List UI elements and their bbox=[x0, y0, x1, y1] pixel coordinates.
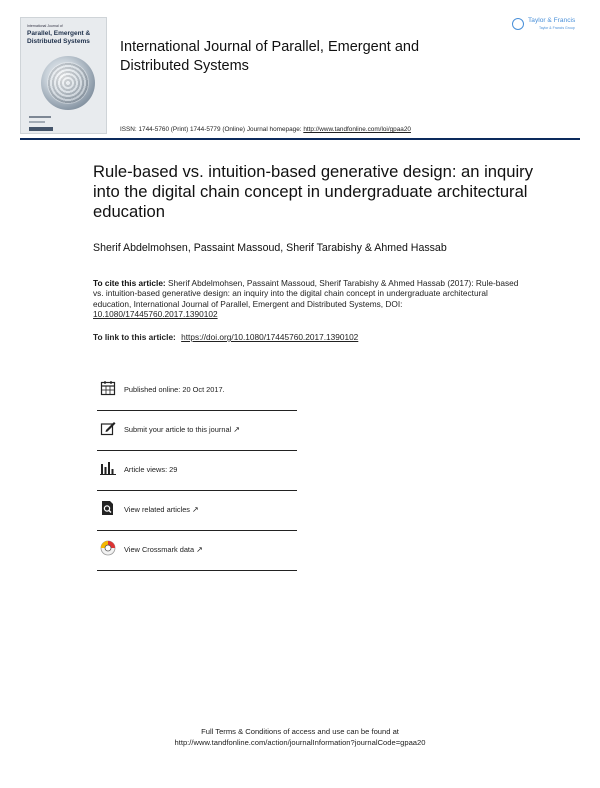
calendar-icon bbox=[100, 380, 116, 396]
journal-title: International Journal of Parallel, Emergent and Distributed Systems bbox=[120, 39, 420, 74]
external-link-icon: ↗ bbox=[233, 425, 240, 434]
article-title: Rule-based vs. intuition-based generative design: an inquiry into the digital chain concept in undergraduate architectural education bbox=[93, 162, 534, 221]
publisher-sub: Taylor & Francis Group bbox=[539, 26, 575, 30]
article-authors: Sherif Abdelmohsen, Passaint Massoud, Sherif Tarabishy & Ahmed Hassab bbox=[93, 242, 447, 254]
citation-doi-link[interactable]: 10.1080/17445760.2017.1390102 bbox=[93, 309, 218, 320]
publisher-logo[interactable] bbox=[512, 14, 584, 36]
cover-volume-bar bbox=[29, 116, 51, 118]
publisher-logo-icon bbox=[512, 18, 524, 30]
cover-issue-bar bbox=[29, 121, 45, 123]
crossmark-label: View Crossmark data bbox=[124, 545, 195, 554]
info-row-views bbox=[97, 452, 297, 491]
cover-small-text: International Journal of bbox=[27, 24, 63, 28]
info-row-related[interactable] bbox=[97, 492, 297, 531]
article-views: Article views: 29 bbox=[124, 465, 178, 474]
external-link-icon: ↗ bbox=[192, 505, 199, 514]
submit-article-link[interactable] bbox=[124, 425, 240, 434]
footer-terms: Full Terms & Conditions of access and use can be found at bbox=[201, 727, 399, 736]
article-link-label: To link to this article: bbox=[93, 332, 176, 342]
article-link-line bbox=[93, 332, 358, 342]
header-divider bbox=[20, 138, 580, 140]
article-doi-url[interactable]: https://doi.org/10.1080/17445760.2017.1390102 bbox=[181, 332, 359, 342]
journal-homepage-link[interactable]: http://www.tandfonline.com/loi/gpaa20 bbox=[303, 126, 411, 133]
bar-chart-icon bbox=[100, 460, 116, 476]
info-row-crossmark[interactable] bbox=[97, 532, 297, 571]
crossmark-link[interactable] bbox=[124, 545, 203, 554]
citation-label: To cite this article: bbox=[93, 278, 166, 288]
cover-globe-image bbox=[41, 56, 95, 110]
cover-publisher-logo bbox=[29, 127, 53, 131]
submit-article-label: Submit your article to this journal bbox=[124, 425, 232, 434]
journal-cover bbox=[20, 17, 107, 134]
info-row-submit[interactable] bbox=[97, 412, 297, 451]
footer-terms-url[interactable]: http://www.tandfonline.com/action/journalInformation?journalCode=gpaa20 bbox=[174, 738, 426, 747]
related-search-icon bbox=[100, 500, 116, 516]
external-link-icon: ↗ bbox=[196, 545, 203, 554]
published-date: Published online: 20 Oct 2017. bbox=[124, 385, 225, 394]
related-articles-label: View related articles bbox=[124, 505, 190, 514]
crossmark-icon bbox=[100, 540, 116, 556]
issn-text: ISSN: 1744-5760 (Print) 1744-5779 (Online) Journal homepage: bbox=[120, 126, 302, 133]
related-articles-link[interactable] bbox=[124, 505, 199, 514]
issn-line bbox=[120, 126, 411, 133]
info-row-published bbox=[97, 372, 297, 411]
citation-block bbox=[93, 278, 523, 320]
publisher-name: Taylor & Francis bbox=[528, 17, 576, 24]
cover-title: Parallel, Emergent & Distributed Systems bbox=[27, 30, 91, 45]
edit-icon bbox=[100, 420, 116, 436]
citation-text: Sherif Abdelmohsen, Passaint Massoud, Sherif Tarabishy & Ahmed Hassab (2017): Rule-based vs. intuition-based generative design: an inquiry into the digital chain concept in undergraduate architectural education, International Journal of Parallel, Emergent and Distributed Systems, DOI: bbox=[93, 278, 519, 309]
